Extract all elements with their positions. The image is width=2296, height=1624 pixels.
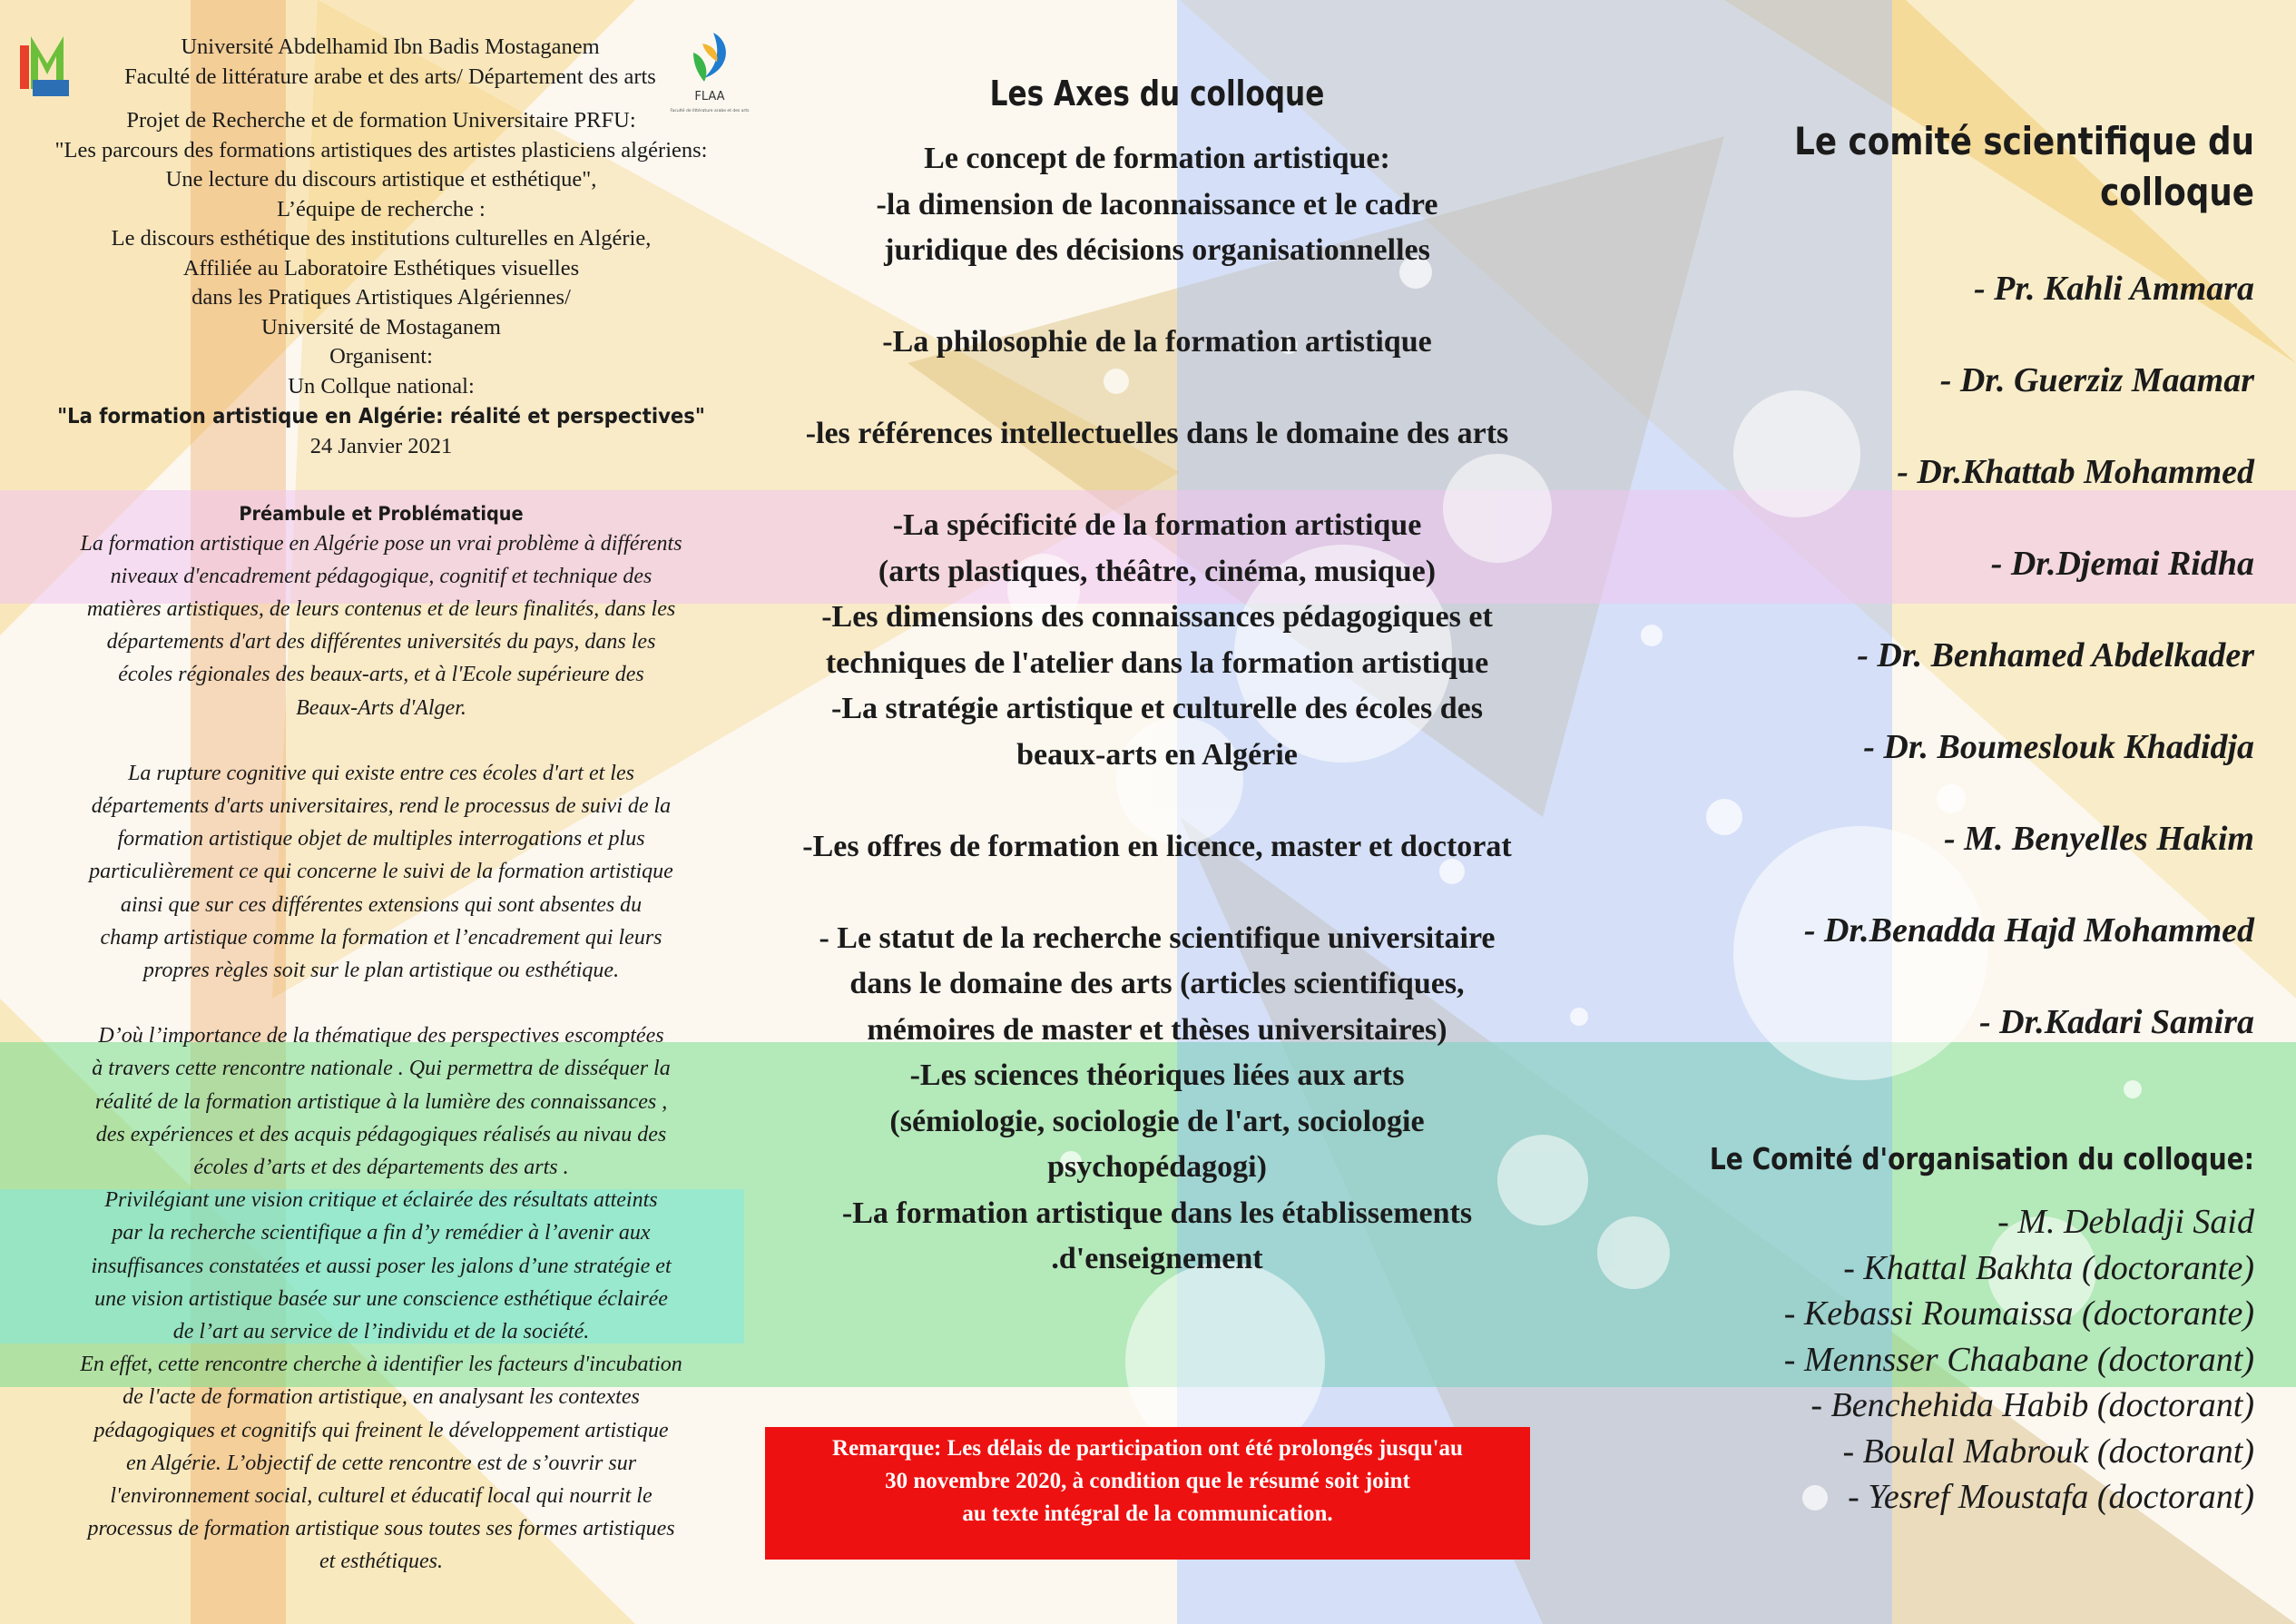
- preambule-line: formation artistique objet de multiples interrogations et plus: [117, 827, 645, 851]
- project-line: dans les Pratiques Artistiques Algériennes/: [191, 285, 571, 310]
- preambule-line: départements d'art des différentes universités du pays, dans les: [106, 630, 656, 655]
- preambule-paragraph-3: [9, 1019, 753, 1578]
- organizing-member: - Mennsser Chaabane (doctorant): [1783, 1340, 2254, 1379]
- project-description: [9, 106, 753, 401]
- axis-line: -Les offres de formation en licence, master et doctorat: [802, 829, 1512, 863]
- preambule-line: par la recherche scientifique a fin d’y remédier à l’avenir aux: [112, 1221, 651, 1245]
- preambule-paragraph-2: [9, 757, 753, 987]
- axis-line: juridique des décisions organisationnelles: [884, 233, 1430, 267]
- faculty-name: Faculté de littérature arabe et des arts/ Département des arts: [124, 64, 656, 89]
- axis-line: dans le domaine des arts (articles scientifiques,: [849, 967, 1465, 1000]
- project-line: Université de Mostaganem: [261, 314, 501, 340]
- scientific-member: - Dr.Kadari Samira: [1978, 1003, 2254, 1041]
- preambule-paragraph-1: [9, 527, 753, 724]
- preambule-line: Privilégiant une vision critique et éclairée des résultats atteints: [104, 1188, 658, 1213]
- scientific-member: - Dr.Benadda Hajd Mohammed: [1803, 911, 2254, 950]
- axis-line: techniques de l'atelier dans la formation artistique: [825, 645, 1489, 680]
- project-line: Le discours esthétique des institutions culturelles en Algérie,: [111, 226, 652, 251]
- axis-line: - Le statut de la recherche scientifique universitaire: [819, 920, 1496, 955]
- organizing-member: - Yesref Moustafa (doctorant): [1848, 1478, 2254, 1516]
- preambule-line: La formation artistique en Algérie pose un vrai problème à différents: [80, 531, 682, 556]
- axis-line: (arts plastiques, théâtre, cinéma, musique): [878, 554, 1437, 588]
- preambule-line: matières artistiques, de leurs contenus et de leurs finalités, dans les: [86, 596, 676, 621]
- axis-line: -La philosophie de la formation artistique: [882, 325, 1432, 359]
- preambule-line: de l'acte de formation artistique, en analysant les contextes: [123, 1385, 640, 1410]
- axis-line: -La formation artistique dans les établissements: [841, 1196, 1473, 1230]
- project-line: Affiliée au Laboratoire Esthétiques visuelles: [182, 255, 580, 281]
- preambule-line: l'environnement social, culturel et éducatif local qui nourrit le: [110, 1483, 652, 1508]
- preambule-line: écoles d’arts et des départements des arts .: [193, 1155, 569, 1179]
- preambule-line: départements d'arts universitaires, rend le processus de suivi de la: [91, 793, 672, 818]
- organizing-committee-title: Le Comité d'organisation du colloque:: [1709, 1141, 2254, 1176]
- preambule-line: propres règles soit sur le plan artistique ou esthétique.: [142, 958, 620, 982]
- colloque-title: "La formation artistique en Algérie: réalité et perspectives": [57, 405, 705, 428]
- axis-line: -la dimension de laconnaissance et le cadre: [876, 187, 1438, 221]
- preambule-line: En effet, cette rencontre cherche à identifier les facteurs d'incubation: [80, 1353, 682, 1377]
- preambule-line: à travers cette rencontre nationale . Qui permettra de disséquer la: [92, 1057, 671, 1081]
- remark-box: [765, 1427, 1530, 1560]
- preambule-line: D’où l’importance de la thématique des perspectives escomptées: [98, 1024, 664, 1048]
- preambule-line: une vision artistique basée sur une conscience esthétique éclairée: [94, 1286, 668, 1311]
- axes-column: [744, 71, 1570, 1283]
- remark-line: au texte intégral de la communication.: [962, 1501, 1333, 1526]
- preambule-line: champ artistique comme la formation et l’encadrement qui leurs: [100, 925, 662, 950]
- axis-line: Le concept de formation artistique:: [924, 142, 1390, 175]
- remark-line: 30 novembre 2020, à condition que le résumé soit joint: [885, 1469, 1410, 1493]
- preambule-heading: Préambule et Problématique: [239, 502, 524, 525]
- project-line: Organisent:: [329, 344, 433, 369]
- organizing-member: - Benchehida Habib (doctorant): [1810, 1386, 2254, 1424]
- project-line: Une lecture du discours artistique et esthétique",: [165, 167, 597, 192]
- scientific-member: - Dr. Benhamed Abdelkader: [1857, 636, 2254, 674]
- organizing-member: - Khattal Bakhta (doctorante): [1843, 1248, 2254, 1287]
- axis-line: mémoires de master et thèses universitaires): [867, 1012, 1447, 1047]
- university-name: Université Abdelhamid Ibn Badis Mostaganem: [181, 34, 600, 59]
- remark-line: Remarque: Les délais de participation ont été prolongés jusqu'au: [832, 1436, 1463, 1461]
- preambule-line: particulièrement ce qui concerne le suivi de la formation artistique: [89, 860, 673, 884]
- preambule-line: des expériences et des acquis pédagogiques réalisés au nivau des: [95, 1122, 667, 1147]
- preambule-line: insuffisances constatées et aussi poser les jalons d’une stratégie et: [91, 1254, 672, 1278]
- scientific-committee-title: Le comité scientifique du colloque: [1794, 119, 2254, 214]
- scientific-member: - Pr. Kahli Ammara: [1974, 270, 2254, 308]
- preambule-line: niveaux d'encadrement pédagogique, cognitif et technique des: [110, 564, 652, 588]
- axis-line: -Les dimensions des connaissances pédagogiques et: [821, 600, 1493, 634]
- preambule-line: réalité de la formation artistique à la lumière des connaissances ,: [94, 1089, 668, 1114]
- axis-line: beaux-arts en Algérie: [1016, 737, 1298, 772]
- preambule-line: pédagogiques et cognitifs qui freinent le développement artistique: [93, 1418, 669, 1442]
- scientific-member: - Dr. Boumeslouk Khadidja: [1863, 728, 2254, 766]
- preambule-line: Beaux-Arts d'Alger.: [296, 695, 466, 720]
- flaa-logo: [670, 25, 750, 116]
- preambule-line: de l’art au service de l’individu et de la société.: [172, 1319, 590, 1343]
- organizing-member: - M. Debladji Said: [1997, 1203, 2254, 1241]
- svg-text:FLAA: FLAA: [694, 90, 725, 103]
- project-line: Projet de Recherche et de formation Universitaire PRFU:: [126, 108, 636, 133]
- svg-text:Faculté de littérature arabe e: Faculté de littérature arabe et des arts: [670, 109, 750, 113]
- axes-title: Les Axes du colloque: [989, 74, 1325, 113]
- scientific-member: - M. Benyelles Hakim: [1944, 820, 2254, 858]
- committee-column: [1565, 116, 2254, 1521]
- preambule-line: ainsi que sur ces différentes extensions qui sont absentes du: [120, 892, 643, 917]
- axis-line: -La spécificité de la formation artistique: [892, 508, 1422, 542]
- axis-line: -La stratégie artistique et culturelle des écoles des: [831, 692, 1483, 725]
- organizing-member: - Kebassi Roumaissa (doctorante): [1783, 1294, 2254, 1333]
- scientific-member: - Dr.Khattab Mohammed: [1897, 453, 2254, 491]
- scientific-member: - Dr. Guerziz Maamar: [1939, 361, 2254, 399]
- left-column: [9, 33, 753, 1579]
- preambule-line: et esthétiques.: [319, 1550, 443, 1574]
- colloque-date: 24 Janvier 2021: [309, 434, 453, 458]
- preambule-line: en Algérie. L’objectif de cette rencontre est de s’ouvrir sur: [125, 1451, 637, 1475]
- preambule-line: écoles régionales des beaux-arts, et à l'Ecole supérieure des: [118, 663, 644, 687]
- axis-line: psychopédagogi): [1047, 1150, 1267, 1184]
- project-line: Un Collque national:: [288, 373, 475, 399]
- preambule-line: processus de formation artistique sous toutes ses formes artistiques: [87, 1517, 675, 1541]
- project-line: "Les parcours des formations artistiques des artistes plasticiens algériens:: [54, 137, 708, 162]
- university-logo: [16, 29, 78, 103]
- preambule-line: La rupture cognitive qui existe entre ces écoles d'art et les: [128, 761, 634, 785]
- project-line: L’équipe de recherche :: [277, 196, 486, 221]
- organizing-member: - Boulal Mabrouk (doctorant): [1842, 1432, 2254, 1471]
- axis-line: .d'enseignement: [1051, 1242, 1263, 1275]
- axis-line: -Les sciences théoriques liées aux arts: [909, 1058, 1405, 1092]
- scientific-member: - Dr.Djemai Ridha: [1990, 545, 2254, 583]
- axis-line: -les références intellectuelles dans le domaine des arts: [805, 417, 1509, 450]
- axis-line: (sémiologie, sociologie de l'art, sociologie: [889, 1104, 1425, 1138]
